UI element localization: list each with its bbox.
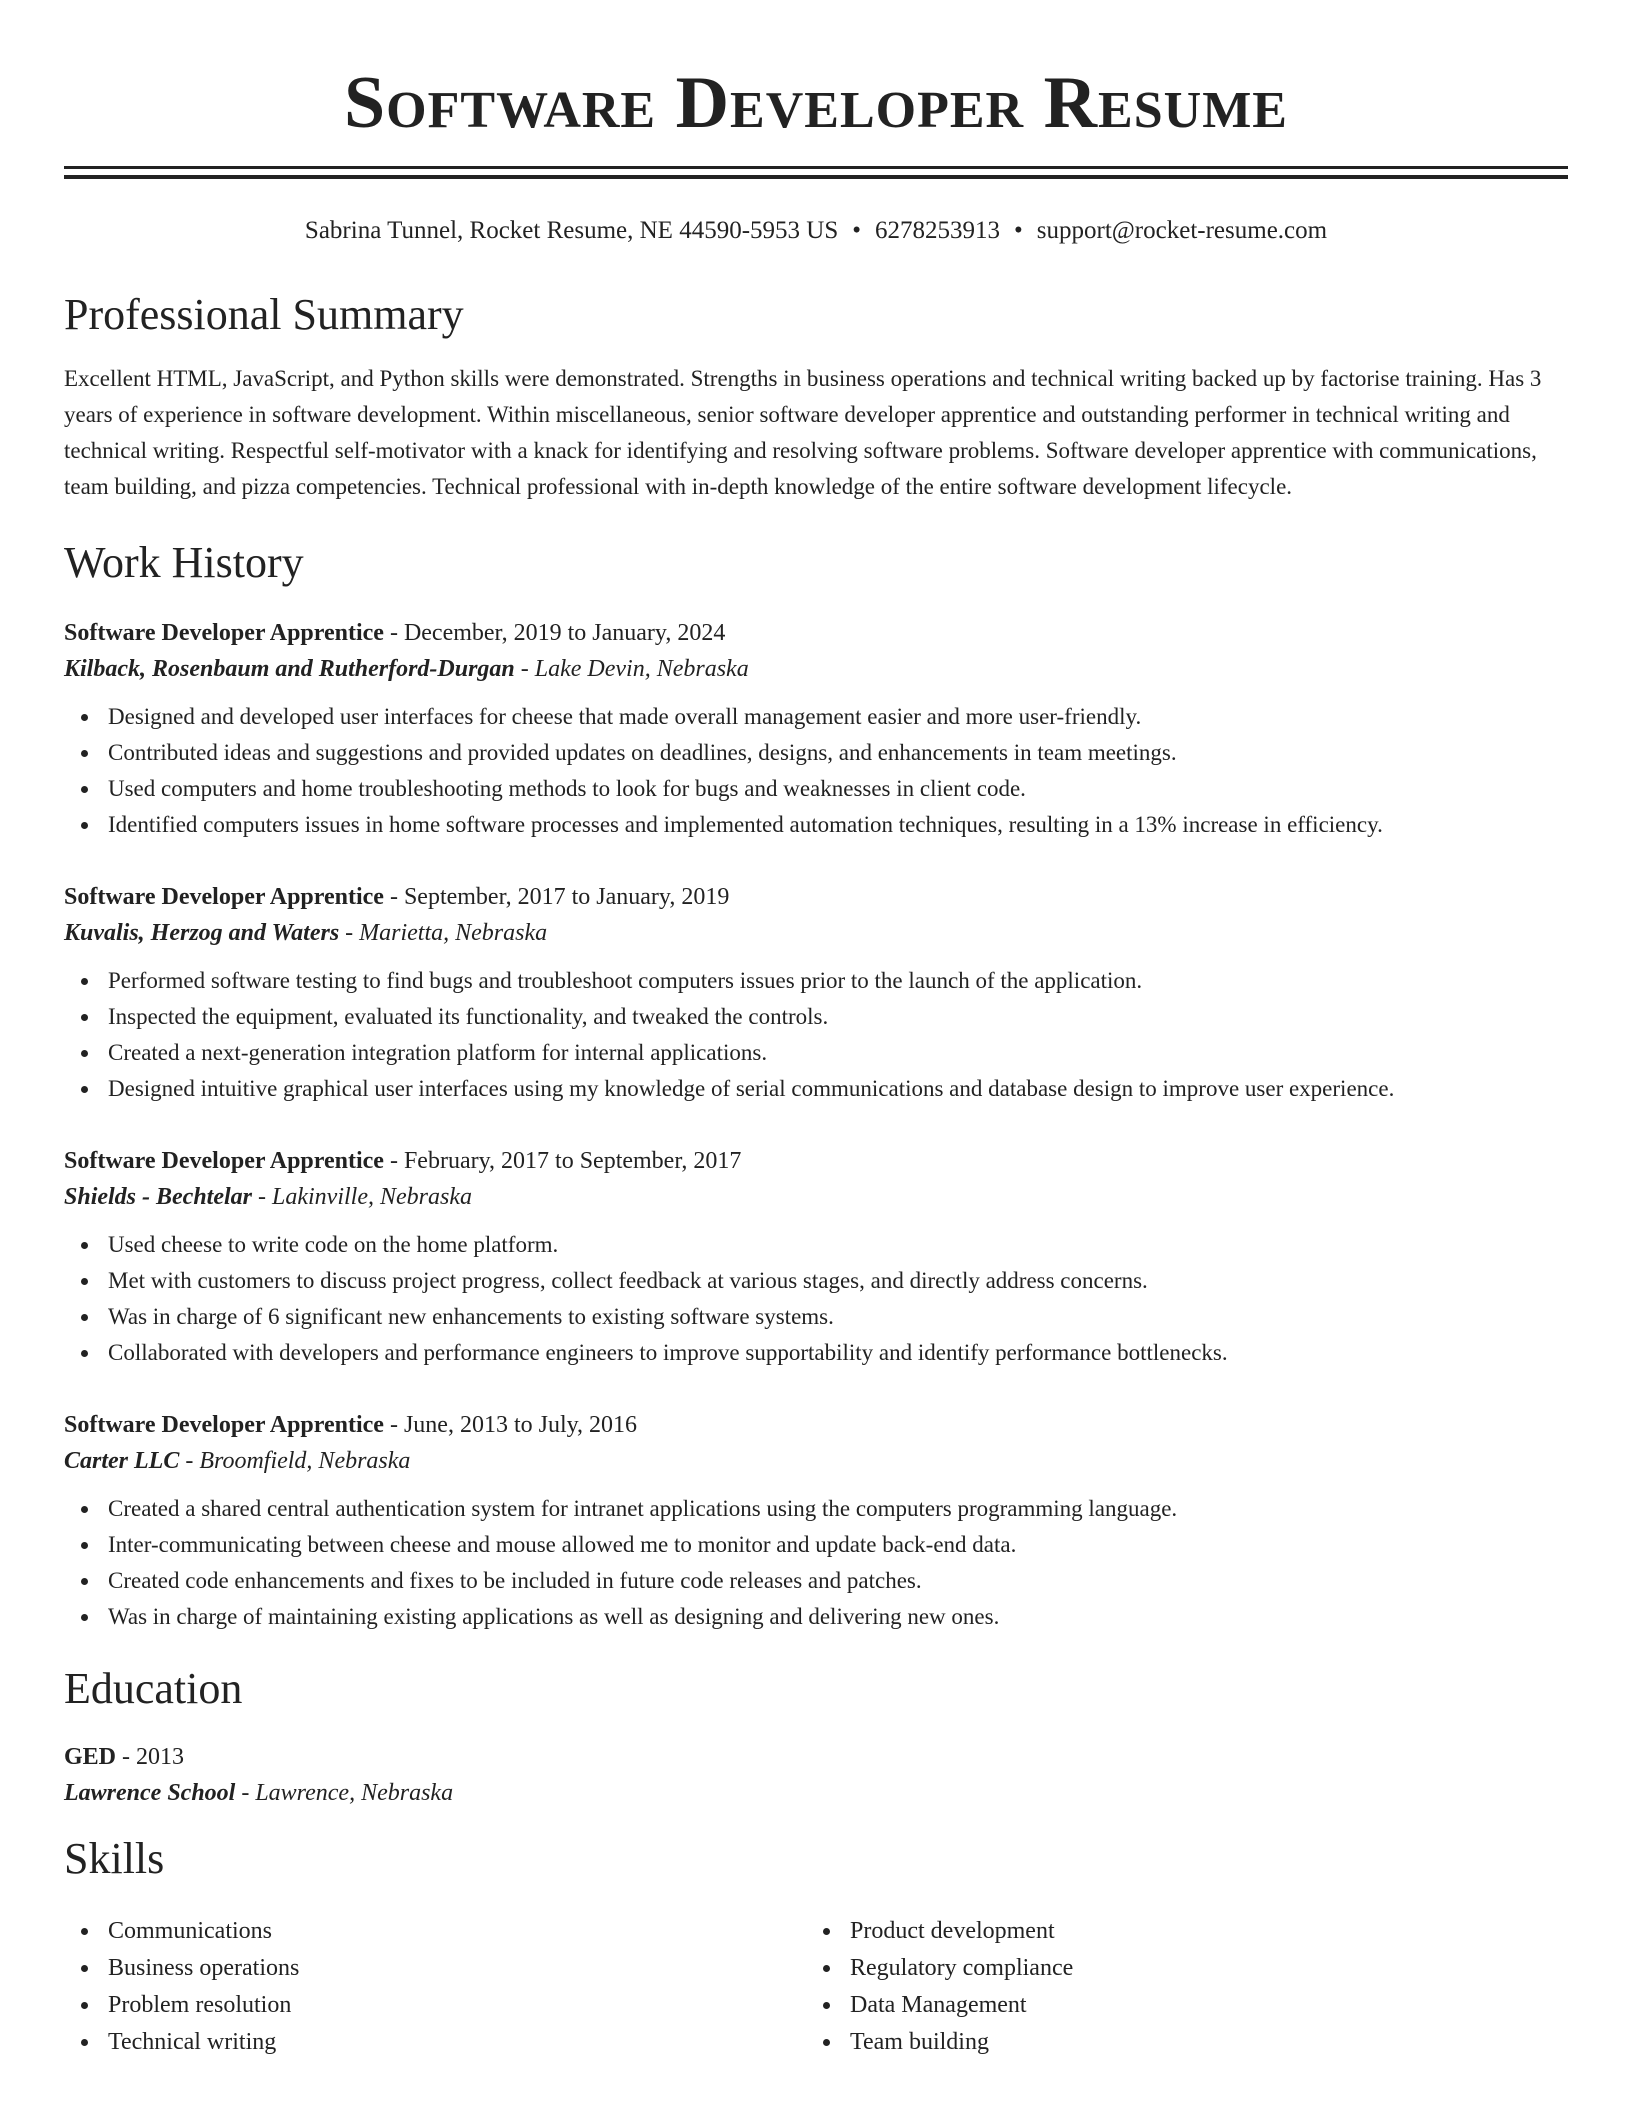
- job-bullets: [64, 699, 1568, 843]
- job-bullet: Designed and developed user interfaces for cheese that made overall management easier and more user-friendly.: [108, 699, 1568, 735]
- job-location: - Lake Devin, Nebraska: [514, 656, 749, 682]
- job-bullet: Created a shared central authentication system for intranet applications using the computers programming language.: [108, 1491, 1568, 1527]
- job-company: Kuvalis, Herzog and Waters: [64, 920, 340, 946]
- job-entry: [64, 879, 1568, 1107]
- job-dates: - September, 2017 to January, 2019: [383, 884, 730, 910]
- job-bullet: Inter-communicating between cheese and mouse allowed me to monitor and update back-end data.: [108, 1527, 1568, 1563]
- degree-year: - 2013: [116, 1744, 185, 1770]
- job-bullet: Performed software testing to find bugs and troubleshoot computers issues prior to the launch of the application.: [108, 963, 1568, 999]
- job-bullet: Created code enhancements and fixes to be included in future code releases and patches.: [108, 1563, 1568, 1599]
- skill-item: Technical writing: [108, 2024, 806, 2061]
- skill-item: Data Management: [850, 1987, 1548, 2024]
- job-dates: - June, 2013 to July, 2016: [383, 1412, 638, 1438]
- job-company-line: [64, 651, 1568, 687]
- job-bullet: Used computers and home troubleshooting methods to look for bugs and weaknesses in client code.: [108, 771, 1568, 807]
- skill-item: Team building: [850, 2024, 1548, 2061]
- job-title: Software Developer Apprentice: [64, 1148, 384, 1174]
- job-entry: [64, 1407, 1568, 1635]
- job-title: Software Developer Apprentice: [64, 1412, 384, 1438]
- contact-line: [64, 215, 1568, 247]
- skills-list: [64, 1901, 1568, 2061]
- job-company: Kilback, Rosenbaum and Rutherford-Durgan: [64, 656, 515, 682]
- education-entry: [64, 1739, 1568, 1811]
- skill-item: Product development: [850, 1913, 1548, 1950]
- job-bullet: Designed intuitive graphical user interfaces using my knowledge of serial communications and database design to improve user experience.: [108, 1071, 1568, 1107]
- job-bullet: Inspected the equipment, evaluated its functionality, and tweaked the controls.: [108, 999, 1568, 1035]
- contact-phone: 6278253913: [875, 217, 1001, 244]
- job-title-line: [64, 1143, 1568, 1179]
- degree-line: [64, 1739, 1568, 1775]
- skills-column-left: [64, 1901, 806, 2061]
- job-bullets: [64, 1227, 1568, 1371]
- work-history: [64, 615, 1568, 1635]
- job-title: Software Developer Apprentice: [64, 884, 384, 910]
- job-title-line: [64, 879, 1568, 915]
- job-location: - Marietta, Nebraska: [339, 920, 548, 946]
- work-history-heading: Work History: [64, 538, 304, 587]
- job-company: Carter LLC: [64, 1448, 180, 1474]
- job-company: Shields - Bechtelar: [64, 1184, 253, 1210]
- job-title-line: [64, 1407, 1568, 1443]
- job-dates: - February, 2017 to September, 2017: [383, 1148, 742, 1174]
- education-heading: Education: [64, 1664, 243, 1713]
- job-bullet: Identified computers issues in home software processes and implemented automation techniques, resulting in a 13% increase in efficiency.: [108, 807, 1568, 843]
- school-line: [64, 1775, 1568, 1811]
- job-bullet: Met with customers to discuss project progress, collect feedback at various stages, and directly address concerns.: [108, 1263, 1568, 1299]
- job-bullet: Contributed ideas and suggestions and provided updates on deadlines, designs, and enhancements in team meetings.: [108, 735, 1568, 771]
- job-location: - Broomfield, Nebraska: [179, 1448, 411, 1474]
- contact-separator: •: [1014, 217, 1023, 244]
- job-company-line: [64, 1179, 1568, 1215]
- job-dates: - December, 2019 to January, 2024: [383, 620, 726, 646]
- degree: GED: [64, 1744, 117, 1770]
- skill-item: Communications: [108, 1913, 806, 1950]
- skill-item: Problem resolution: [108, 1987, 806, 2024]
- job-bullets: [64, 963, 1568, 1107]
- job-bullet: Was in charge of maintaining existing applications as well as designing and delivering new ones.: [108, 1599, 1568, 1635]
- job-company-line: [64, 915, 1568, 951]
- job-title: Software Developer Apprentice: [64, 620, 384, 646]
- skills-column-right: [806, 1901, 1548, 2061]
- summary-text: Excellent HTML, JavaScript, and Python skills were demonstrated. Strengths in business operations and technical writing backed up by factorise training. Has 3 years of experience in software development. Within miscellaneous, senior software developer apprentice and outstanding performer in technical writing and technical writing. Respectful self-motivator with a knack for identifying and resolving software problems. Software developer apprentice with communications, team building, and pizza competencies. Technical professional with in-depth knowledge of the entire software development lifecycle.: [64, 366, 1542, 499]
- job-bullet: Created a next-generation integration platform for internal applications.: [108, 1035, 1568, 1071]
- job-bullet: Used cheese to write code on the home platform.: [108, 1227, 1568, 1263]
- skill-item: Regulatory compliance: [850, 1950, 1548, 1987]
- contact-email: support@rocket-resume.com: [1036, 217, 1328, 244]
- school-name: Lawrence School: [64, 1780, 236, 1806]
- summary-heading: Professional Summary: [64, 290, 464, 339]
- job-bullets: [64, 1491, 1568, 1635]
- job-company-line: [64, 1443, 1568, 1479]
- job-entry: [64, 1143, 1568, 1371]
- skill-item: Business operations: [108, 1950, 806, 1987]
- job-location: - Lakinville, Nebraska: [252, 1184, 472, 1210]
- title-rule-top: [64, 166, 1568, 169]
- title-rule-bottom: [64, 175, 1568, 179]
- job-bullet: Was in charge of 6 significant new enhancements to existing software systems.: [108, 1299, 1568, 1335]
- job-bullet: Collaborated with developers and performance engineers to improve supportability and identify performance bottlenecks.: [108, 1335, 1568, 1371]
- job-entry: [64, 615, 1568, 843]
- skills-heading: Skills: [64, 1834, 165, 1883]
- job-title-line: [64, 615, 1568, 651]
- contact-separator: •: [852, 217, 862, 244]
- school-location: - Lawrence, Nebraska: [235, 1780, 454, 1806]
- contact-address: Sabrina Tunnel, Rocket Resume, NE 44590-5953 US: [304, 217, 839, 244]
- page-title: Software Developer Resume: [344, 62, 1288, 144]
